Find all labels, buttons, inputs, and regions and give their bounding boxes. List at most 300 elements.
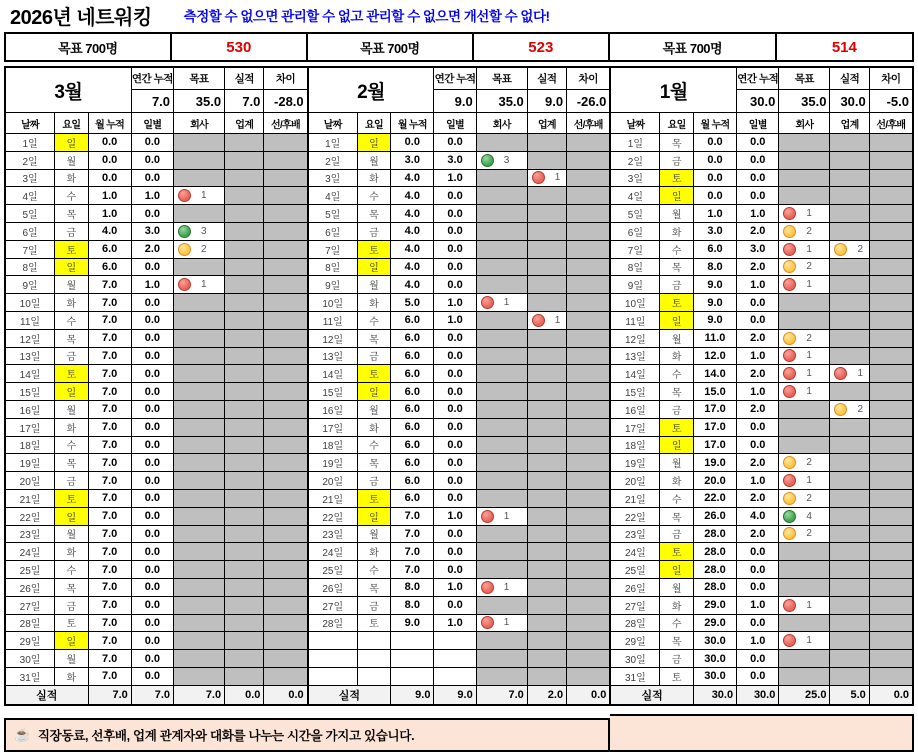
cell-senior[interactable] (567, 597, 609, 615)
cell-company[interactable] (779, 615, 830, 633)
cell-day[interactable] (358, 632, 391, 650)
cell-industry[interactable] (830, 526, 869, 544)
cell-daily[interactable]: 0.0 (132, 508, 174, 526)
cell-senior[interactable] (567, 579, 609, 597)
cell-daily[interactable]: 0.0 (132, 472, 174, 490)
cell-company[interactable] (174, 454, 225, 472)
cell-daily[interactable]: 2.0 (737, 401, 779, 419)
cell-company[interactable] (477, 543, 528, 561)
cell-industry[interactable] (830, 490, 869, 508)
cell-day[interactable]: 금 (55, 597, 88, 615)
cell-day[interactable]: 금 (55, 223, 88, 241)
cell-month-cum[interactable]: 5.0 (391, 294, 434, 312)
stat-header[interactable]: 목표 (174, 68, 225, 90)
cell-daily[interactable]: 1.0 (434, 294, 476, 312)
cell-month-cum[interactable]: 7.0 (89, 632, 132, 650)
cell-daily[interactable]: 0.0 (132, 419, 174, 437)
cell-month-cum[interactable]: 0.0 (694, 187, 737, 205)
cell-senior[interactable] (264, 205, 306, 223)
cell-date[interactable]: 12일 (309, 330, 358, 348)
cell-senior[interactable] (870, 597, 912, 615)
cell-company[interactable] (477, 632, 528, 650)
cell-senior[interactable] (567, 561, 609, 579)
cell-company[interactable] (477, 401, 528, 419)
cell-company[interactable] (779, 134, 830, 152)
cell-date[interactable]: 27일 (309, 597, 358, 615)
cell-industry[interactable] (528, 543, 567, 561)
cell-month-cum[interactable]: 0.0 (694, 152, 737, 170)
cell-date[interactable]: 25일 (611, 561, 660, 579)
cell-daily[interactable]: 2.0 (737, 454, 779, 472)
cell-senior[interactable] (870, 543, 912, 561)
cell-month-cum[interactable]: 1.0 (89, 205, 132, 223)
cell-month-cum[interactable]: 1.0 (694, 205, 737, 223)
column-header[interactable]: 회사 (174, 113, 225, 134)
cell-date[interactable]: 30일 (611, 650, 660, 668)
cell-day[interactable]: 일 (55, 259, 88, 277)
cell-senior[interactable] (567, 490, 609, 508)
cell-daily[interactable]: 0.0 (132, 134, 174, 152)
cell-daily[interactable]: 1.0 (737, 205, 779, 223)
cell-senior[interactable] (870, 152, 912, 170)
cell-senior[interactable] (567, 294, 609, 312)
cell-industry[interactable] (225, 348, 264, 366)
target-label-cell[interactable]: 목표 700명 (308, 34, 474, 60)
cell-industry[interactable] (225, 579, 264, 597)
cell-day[interactable]: 목 (358, 579, 391, 597)
cell-date[interactable]: 9일 (309, 276, 358, 294)
stat-header[interactable]: 차이 (567, 68, 609, 90)
cell-senior[interactable] (264, 330, 306, 348)
cell-day[interactable]: 화 (358, 419, 391, 437)
cell-daily[interactable]: 0.0 (132, 543, 174, 561)
cell-company[interactable] (779, 223, 830, 241)
cell-date[interactable]: 9일 (611, 276, 660, 294)
cell-day[interactable]: 월 (660, 579, 693, 597)
cell-industry[interactable] (830, 597, 869, 615)
cell-date[interactable]: 9일 (6, 276, 55, 294)
cell-date[interactable]: 13일 (309, 348, 358, 366)
cell-day[interactable]: 월 (55, 276, 88, 294)
cell-industry[interactable] (528, 348, 567, 366)
cell-date[interactable]: 24일 (309, 543, 358, 561)
cell-company[interactable] (779, 419, 830, 437)
cell-date[interactable]: 21일 (6, 490, 55, 508)
cell-senior[interactable] (567, 170, 609, 188)
cell-company[interactable] (779, 294, 830, 312)
cell-company[interactable] (779, 152, 830, 170)
stat-header[interactable]: 연간 누적 (434, 68, 476, 90)
cell-daily[interactable]: 0.0 (132, 259, 174, 277)
cell-senior[interactable] (264, 437, 306, 455)
cell-date[interactable]: 16일 (6, 401, 55, 419)
cell-daily[interactable]: 0.0 (434, 276, 476, 294)
cell-senior[interactable] (870, 365, 912, 383)
cell-daily[interactable]: 4.0 (737, 508, 779, 526)
cell-company[interactable] (477, 650, 528, 668)
column-header[interactable]: 회사 (477, 113, 528, 134)
cell-daily[interactable]: 0.0 (132, 365, 174, 383)
cell-date[interactable]: 21일 (309, 490, 358, 508)
cell-date[interactable]: 17일 (6, 419, 55, 437)
cell-daily[interactable]: 0.0 (132, 615, 174, 633)
cell-date[interactable]: 5일 (611, 205, 660, 223)
cell-day[interactable]: 금 (358, 597, 391, 615)
cell-industry[interactable] (830, 615, 869, 633)
cell-company[interactable] (174, 632, 225, 650)
cell-month-cum[interactable]: 7.0 (89, 650, 132, 668)
cell-senior[interactable] (264, 632, 306, 650)
cell-daily[interactable]: 0.0 (434, 526, 476, 544)
cell-day[interactable]: 금 (358, 348, 391, 366)
cell-date[interactable]: 23일 (6, 526, 55, 544)
cell-senior[interactable] (264, 454, 306, 472)
cell-day[interactable]: 목 (358, 330, 391, 348)
cell-daily[interactable]: 1.0 (434, 170, 476, 188)
cell-senior[interactable] (870, 383, 912, 401)
cell-date[interactable]: 7일 (611, 241, 660, 259)
cell-senior[interactable] (264, 294, 306, 312)
cell-company[interactable] (477, 152, 528, 170)
cell-senior[interactable] (264, 597, 306, 615)
cell-company[interactable] (477, 330, 528, 348)
cell-daily[interactable]: 2.0 (737, 365, 779, 383)
cell-industry[interactable] (528, 365, 567, 383)
stat-header[interactable]: 차이 (264, 68, 306, 90)
cell-senior[interactable] (567, 348, 609, 366)
cell-month-cum[interactable]: 7.0 (89, 348, 132, 366)
cell-date[interactable]: 15일 (611, 383, 660, 401)
cell-date[interactable]: 5일 (6, 205, 55, 223)
cell-daily[interactable]: 2.0 (737, 259, 779, 277)
cell-company[interactable] (477, 312, 528, 330)
cell-daily[interactable]: 0.0 (132, 294, 174, 312)
cell-month-cum[interactable]: 17.0 (694, 437, 737, 455)
column-header[interactable]: 요일 (660, 113, 693, 134)
column-header[interactable]: 일별 (132, 113, 174, 134)
cell-industry[interactable] (528, 170, 567, 188)
cell-date[interactable]: 19일 (611, 454, 660, 472)
cell-industry[interactable] (225, 650, 264, 668)
stat-header[interactable]: 연간 누적 (132, 68, 174, 90)
cell-daily[interactable]: 1.0 (132, 276, 174, 294)
cell-month-cum[interactable]: 11.0 (694, 330, 737, 348)
cell-month-cum[interactable]: 28.0 (694, 526, 737, 544)
cell-month-cum[interactable]: 4.0 (391, 205, 434, 223)
cell-month-cum[interactable]: 26.0 (694, 508, 737, 526)
cell-industry[interactable] (528, 205, 567, 223)
cell-industry[interactable] (225, 134, 264, 152)
cell-day[interactable]: 금 (660, 276, 693, 294)
cell-date[interactable]: 25일 (6, 561, 55, 579)
cell-company[interactable] (779, 650, 830, 668)
footer-value[interactable]: 7.0 (132, 686, 174, 704)
cell-daily[interactable]: 0.0 (132, 668, 174, 686)
cell-company[interactable] (174, 579, 225, 597)
footer-value[interactable]: 30.0 (737, 686, 779, 704)
footer-value[interactable]: 7.0 (174, 686, 225, 704)
cell-senior[interactable] (870, 187, 912, 205)
cell-date[interactable]: 21일 (611, 490, 660, 508)
cell-date[interactable]: 8일 (6, 259, 55, 277)
cell-day[interactable]: 토 (55, 490, 88, 508)
cell-company[interactable] (779, 259, 830, 277)
cell-company[interactable] (779, 170, 830, 188)
actual-count-cell[interactable]: 523 (474, 34, 610, 60)
cell-date[interactable]: 27일 (611, 597, 660, 615)
cell-date[interactable]: 6일 (611, 223, 660, 241)
cell-daily[interactable]: 0.0 (132, 312, 174, 330)
cell-month-cum[interactable]: 7.0 (89, 526, 132, 544)
cell-industry[interactable] (830, 187, 869, 205)
cell-day[interactable]: 수 (55, 187, 88, 205)
actual-count-cell[interactable]: 530 (172, 34, 308, 60)
cell-date[interactable]: 18일 (6, 437, 55, 455)
cell-month-cum[interactable]: 9.0 (694, 276, 737, 294)
cell-month-cum[interactable]: 0.0 (89, 134, 132, 152)
cell-company[interactable] (779, 187, 830, 205)
cell-industry[interactable] (830, 365, 869, 383)
cell-senior[interactable] (870, 668, 912, 686)
cell-senior[interactable] (264, 348, 306, 366)
cell-month-cum[interactable]: 22.0 (694, 490, 737, 508)
cell-industry[interactable] (528, 579, 567, 597)
cell-day[interactable]: 금 (358, 472, 391, 490)
cell-daily[interactable]: 0.0 (132, 454, 174, 472)
cell-company[interactable] (477, 561, 528, 579)
cell-day[interactable]: 토 (55, 241, 88, 259)
cell-industry[interactable] (225, 454, 264, 472)
cell-month-cum[interactable]: 0.0 (694, 134, 737, 152)
cell-industry[interactable] (528, 472, 567, 490)
cell-date[interactable] (309, 668, 358, 686)
cell-day[interactable]: 화 (55, 170, 88, 188)
cell-day[interactable]: 월 (55, 650, 88, 668)
cell-date[interactable]: 27일 (6, 597, 55, 615)
column-header[interactable]: 업계 (225, 113, 264, 134)
cell-day[interactable]: 수 (660, 241, 693, 259)
cell-date[interactable]: 2일 (309, 152, 358, 170)
cell-senior[interactable] (567, 241, 609, 259)
cell-industry[interactable] (528, 508, 567, 526)
cell-date[interactable]: 11일 (611, 312, 660, 330)
cell-month-cum[interactable]: 4.0 (391, 170, 434, 188)
cell-daily[interactable]: 0.0 (434, 561, 476, 579)
cell-date[interactable]: 14일 (6, 365, 55, 383)
actual-count-cell[interactable]: 514 (831, 38, 857, 56)
cell-date[interactable]: 26일 (611, 579, 660, 597)
cell-daily[interactable]: 0.0 (132, 490, 174, 508)
cell-day[interactable]: 금 (660, 401, 693, 419)
cell-month-cum[interactable]: 15.0 (694, 383, 737, 401)
cell-daily[interactable]: 3.0 (434, 152, 476, 170)
cell-senior[interactable] (567, 419, 609, 437)
cell-senior[interactable] (870, 632, 912, 650)
cell-senior[interactable] (870, 490, 912, 508)
cell-day[interactable]: 월 (358, 152, 391, 170)
cell-daily[interactable]: 0.0 (737, 294, 779, 312)
cell-company[interactable] (779, 632, 830, 650)
cell-company[interactable] (477, 597, 528, 615)
cell-daily[interactable]: 2.0 (737, 490, 779, 508)
stat-value[interactable]: -28.0 (264, 90, 306, 113)
cell-date[interactable]: 1일 (309, 134, 358, 152)
cell-industry[interactable] (830, 508, 869, 526)
cell-senior[interactable] (264, 383, 306, 401)
cell-daily[interactable]: 0.0 (434, 365, 476, 383)
cell-company[interactable] (779, 668, 830, 686)
cell-month-cum[interactable]: 7.0 (89, 365, 132, 383)
cell-month-cum[interactable]: 7.0 (89, 294, 132, 312)
cell-company[interactable] (174, 668, 225, 686)
cell-industry[interactable] (830, 348, 869, 366)
cell-month-cum[interactable]: 4.0 (89, 223, 132, 241)
cell-day[interactable]: 목 (660, 383, 693, 401)
cell-day[interactable]: 목 (55, 579, 88, 597)
cell-company[interactable] (174, 223, 225, 241)
cell-month-cum[interactable]: 29.0 (694, 597, 737, 615)
cell-daily[interactable]: 1.0 (434, 615, 476, 633)
cell-industry[interactable] (830, 668, 869, 686)
cell-date[interactable]: 24일 (6, 543, 55, 561)
stat-value[interactable]: 7.0 (225, 90, 264, 113)
cell-company[interactable] (174, 419, 225, 437)
cell-date[interactable]: 28일 (611, 615, 660, 633)
cell-company[interactable] (477, 134, 528, 152)
cell-senior[interactable] (567, 454, 609, 472)
cell-daily[interactable]: 1.0 (737, 597, 779, 615)
cell-industry[interactable] (528, 615, 567, 633)
cell-date[interactable]: 4일 (611, 187, 660, 205)
stat-header[interactable]: 목표 (477, 68, 528, 90)
cell-month-cum[interactable]: 7.0 (89, 312, 132, 330)
cell-day[interactable]: 일 (358, 134, 391, 152)
cell-day[interactable]: 수 (358, 437, 391, 455)
cell-industry[interactable] (830, 383, 869, 401)
cell-date[interactable]: 28일 (309, 615, 358, 633)
cell-senior[interactable] (567, 134, 609, 152)
cell-day[interactable]: 수 (55, 437, 88, 455)
cell-industry[interactable] (528, 383, 567, 401)
cell-industry[interactable] (830, 152, 869, 170)
cell-month-cum[interactable]: 17.0 (694, 401, 737, 419)
cell-day[interactable] (358, 650, 391, 668)
cell-daily[interactable]: 0.0 (434, 187, 476, 205)
cell-daily[interactable]: 0.0 (434, 401, 476, 419)
cell-senior[interactable] (567, 401, 609, 419)
cell-daily[interactable]: 0.0 (737, 650, 779, 668)
cell-daily[interactable]: 3.0 (737, 241, 779, 259)
cell-company[interactable] (174, 241, 225, 259)
cell-daily[interactable]: 0.0 (737, 152, 779, 170)
cell-senior[interactable] (264, 241, 306, 259)
cell-month-cum[interactable]: 6.0 (391, 419, 434, 437)
cell-daily[interactable]: 2.0 (737, 223, 779, 241)
cell-company[interactable] (174, 348, 225, 366)
cell-industry[interactable] (830, 632, 869, 650)
cell-date[interactable]: 16일 (611, 401, 660, 419)
cell-company[interactable] (779, 597, 830, 615)
cell-daily[interactable]: 0.0 (737, 437, 779, 455)
cell-month-cum[interactable]: 6.0 (391, 490, 434, 508)
cell-industry[interactable] (225, 401, 264, 419)
footer-label[interactable]: 실적 (6, 686, 89, 704)
cell-month-cum[interactable]: 6.0 (391, 472, 434, 490)
cell-day[interactable]: 일 (358, 259, 391, 277)
cell-company[interactable] (477, 383, 528, 401)
cell-industry[interactable] (830, 241, 869, 259)
cell-daily[interactable]: 0.0 (132, 348, 174, 366)
cell-day[interactable]: 금 (660, 526, 693, 544)
cell-daily[interactable]: 0.0 (737, 170, 779, 188)
cell-senior[interactable] (264, 276, 306, 294)
cell-senior[interactable] (264, 365, 306, 383)
cell-day[interactable]: 일 (55, 508, 88, 526)
cell-senior[interactable] (567, 650, 609, 668)
stat-value[interactable]: -26.0 (567, 90, 609, 113)
cell-industry[interactable] (528, 187, 567, 205)
cell-senior[interactable] (870, 579, 912, 597)
cell-date[interactable]: 3일 (309, 170, 358, 188)
cell-industry[interactable] (225, 615, 264, 633)
cell-month-cum[interactable]: 6.0 (391, 437, 434, 455)
cell-date[interactable]: 22일 (6, 508, 55, 526)
stat-value[interactable]: 30.0 (830, 90, 869, 113)
cell-industry[interactable] (528, 330, 567, 348)
cell-date[interactable]: 15일 (309, 383, 358, 401)
cell-daily[interactable]: 0.0 (132, 579, 174, 597)
cell-company[interactable] (174, 437, 225, 455)
cell-date[interactable]: 23일 (611, 526, 660, 544)
column-header[interactable]: 일별 (434, 113, 476, 134)
cell-day[interactable]: 금 (55, 472, 88, 490)
cell-day[interactable]: 월 (660, 205, 693, 223)
cell-day[interactable]: 화 (55, 294, 88, 312)
cell-date[interactable]: 29일 (6, 632, 55, 650)
cell-month-cum[interactable]: 7.0 (89, 419, 132, 437)
cell-senior[interactable] (870, 294, 912, 312)
cell-daily[interactable]: 0.0 (132, 170, 174, 188)
cell-date[interactable]: 20일 (611, 472, 660, 490)
cell-daily[interactable]: 0.0 (737, 187, 779, 205)
cell-day[interactable] (358, 668, 391, 686)
cell-date[interactable]: 14일 (611, 365, 660, 383)
cell-daily[interactable]: 0.0 (434, 259, 476, 277)
cell-industry[interactable] (830, 205, 869, 223)
cell-date[interactable]: 7일 (6, 241, 55, 259)
cell-date[interactable]: 30일 (6, 650, 55, 668)
cell-daily[interactable]: 1.0 (737, 348, 779, 366)
cell-date[interactable]: 11일 (309, 312, 358, 330)
footer-value[interactable]: 7.0 (89, 686, 132, 704)
cell-industry[interactable] (830, 223, 869, 241)
cell-industry[interactable] (528, 597, 567, 615)
cell-company[interactable] (477, 170, 528, 188)
cell-day[interactable]: 토 (660, 543, 693, 561)
cell-industry[interactable] (225, 276, 264, 294)
cell-month-cum[interactable]: 7.0 (89, 508, 132, 526)
cell-month-cum[interactable]: 7.0 (89, 490, 132, 508)
cell-date[interactable]: 10일 (309, 294, 358, 312)
cell-day[interactable]: 목 (358, 205, 391, 223)
cell-date[interactable]: 2일 (6, 152, 55, 170)
cell-date[interactable]: 26일 (309, 579, 358, 597)
cell-month-cum[interactable]: 28.0 (694, 561, 737, 579)
cell-date[interactable]: 12일 (611, 330, 660, 348)
cell-daily[interactable]: 1.0 (434, 312, 476, 330)
cell-industry[interactable] (528, 259, 567, 277)
cell-month-cum[interactable]: 3.0 (391, 152, 434, 170)
